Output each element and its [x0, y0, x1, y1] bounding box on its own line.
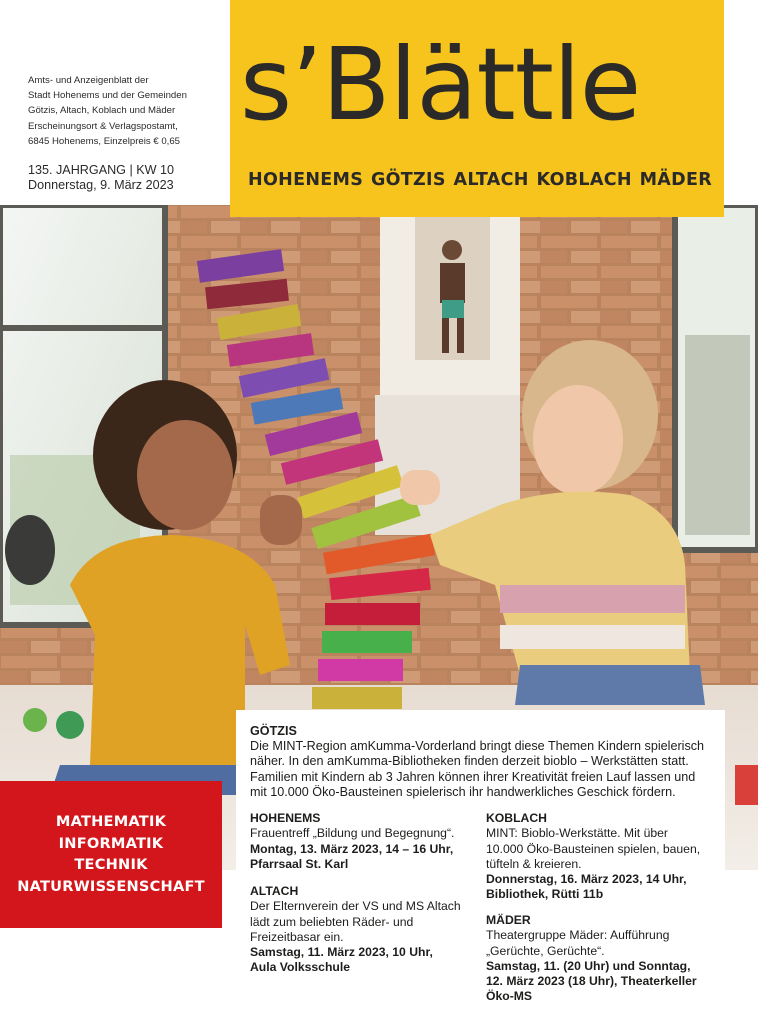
- event-text: Frauentreff „Bildung und Begegnung“.: [250, 826, 455, 841]
- imprint-line: Götzis, Altach, Koblach und Mäder: [28, 105, 176, 117]
- event-date: Montag, 13. März 2023, 14 – 16 Uhr,: [250, 841, 454, 856]
- event-text: Freizeitbasar ein.: [250, 929, 344, 944]
- event-text: tüfteln & kreieren.: [486, 856, 582, 871]
- event-place: Aula Volksschule: [250, 960, 351, 975]
- imprint-line: Erscheinungsort & Verlagspostamt,: [28, 120, 178, 132]
- event-heading: MÄDER: [486, 913, 531, 927]
- issue-date: Donnerstag, 9. März 2023: [28, 178, 174, 192]
- mint-line: INFORMATIK: [58, 834, 164, 852]
- issue-number: 135. JAHRGANG | KW 10: [28, 163, 175, 177]
- issue-info: [28, 163, 223, 193]
- imprint-line: Amts- und Anzeigenblatt der: [28, 75, 149, 86]
- info-panel: [236, 710, 725, 1024]
- mint-box: [0, 781, 222, 928]
- mint-line: MATHEMATIK: [55, 813, 167, 830]
- event-place: Pfarrsaal St. Karl: [250, 856, 349, 871]
- event-heading: HOHENEMS: [250, 811, 321, 825]
- town-list: [248, 170, 712, 190]
- event-heading: ALTACH: [250, 884, 299, 898]
- event-maeder: [486, 913, 697, 1005]
- imprint-line: Stadt Hohenems und der Gemeinden: [28, 90, 187, 102]
- mint-line: TECHNIK: [74, 856, 148, 873]
- intro-line: Familien mit Kindern ab 3 Jahren können ihrer Kreativität freien Lauf lassen und: [250, 769, 696, 784]
- intro-line: näher. In den amKumma-Bibliotheken finden derzeit bioblo – Werkstätten statt.: [250, 754, 689, 769]
- event-text: MINT: Bioblo-Werkstätte. Mit über: [486, 826, 668, 841]
- event-altach: [250, 884, 461, 976]
- intro-text: [250, 724, 720, 800]
- event-text: lädt zum beliebten Räder- und: [250, 914, 414, 929]
- event-text: Der Elternverein der VS und MS Altach: [250, 899, 461, 914]
- event-date: Samstag, 11. (20 Uhr) und Sonntag,: [486, 958, 691, 973]
- masthead: [230, 0, 724, 217]
- event-place: Öko-MS: [486, 989, 533, 1004]
- town-maeder: MÄDER: [639, 170, 712, 190]
- intro-line: mit 10.000 Öko-Bausteinen spielerisch ihr handwerkliches Geschick fördern.: [250, 784, 676, 799]
- event-text: Theatergruppe Mäder: Aufführung: [486, 928, 670, 943]
- event-text: „Gerüchte, Gerüchte“.: [486, 943, 605, 958]
- imprint-line: 6845 Hohenems, Einzelpreis € 0,65: [28, 135, 180, 147]
- newspaper-title: s’Blättle: [240, 26, 641, 143]
- intro-line: Die MINT-Region amKumma-Vorderland bringt diese Themen Kindern spielerisch: [250, 739, 705, 754]
- town-hohenems: HOHENEMS: [248, 170, 364, 190]
- town-goetzis: GÖTZIS: [370, 170, 446, 190]
- event-date: Samstag, 11. März 2023, 10 Uhr,: [250, 945, 433, 960]
- event-koblach: [486, 811, 700, 903]
- event-date: Donnerstag, 16. März 2023, 14 Uhr,: [486, 872, 687, 887]
- event-hohenems: [250, 811, 454, 872]
- town-altach: ALTACH: [453, 170, 529, 190]
- event-place: Bibliothek, Rütti 11b: [486, 887, 604, 902]
- intro-heading: GÖTZIS: [250, 724, 297, 738]
- imprint: [28, 73, 223, 149]
- event-date: 12. März 2023 (18 Uhr), Theaterkeller: [486, 974, 697, 989]
- mint-line: NATURWISSENSCHAFT: [17, 877, 205, 895]
- event-text: 10.000 Öko-Bausteinen spielen, bauen,: [486, 841, 701, 856]
- event-heading: KOBLACH: [486, 811, 547, 825]
- town-koblach: KOBLACH: [536, 170, 632, 190]
